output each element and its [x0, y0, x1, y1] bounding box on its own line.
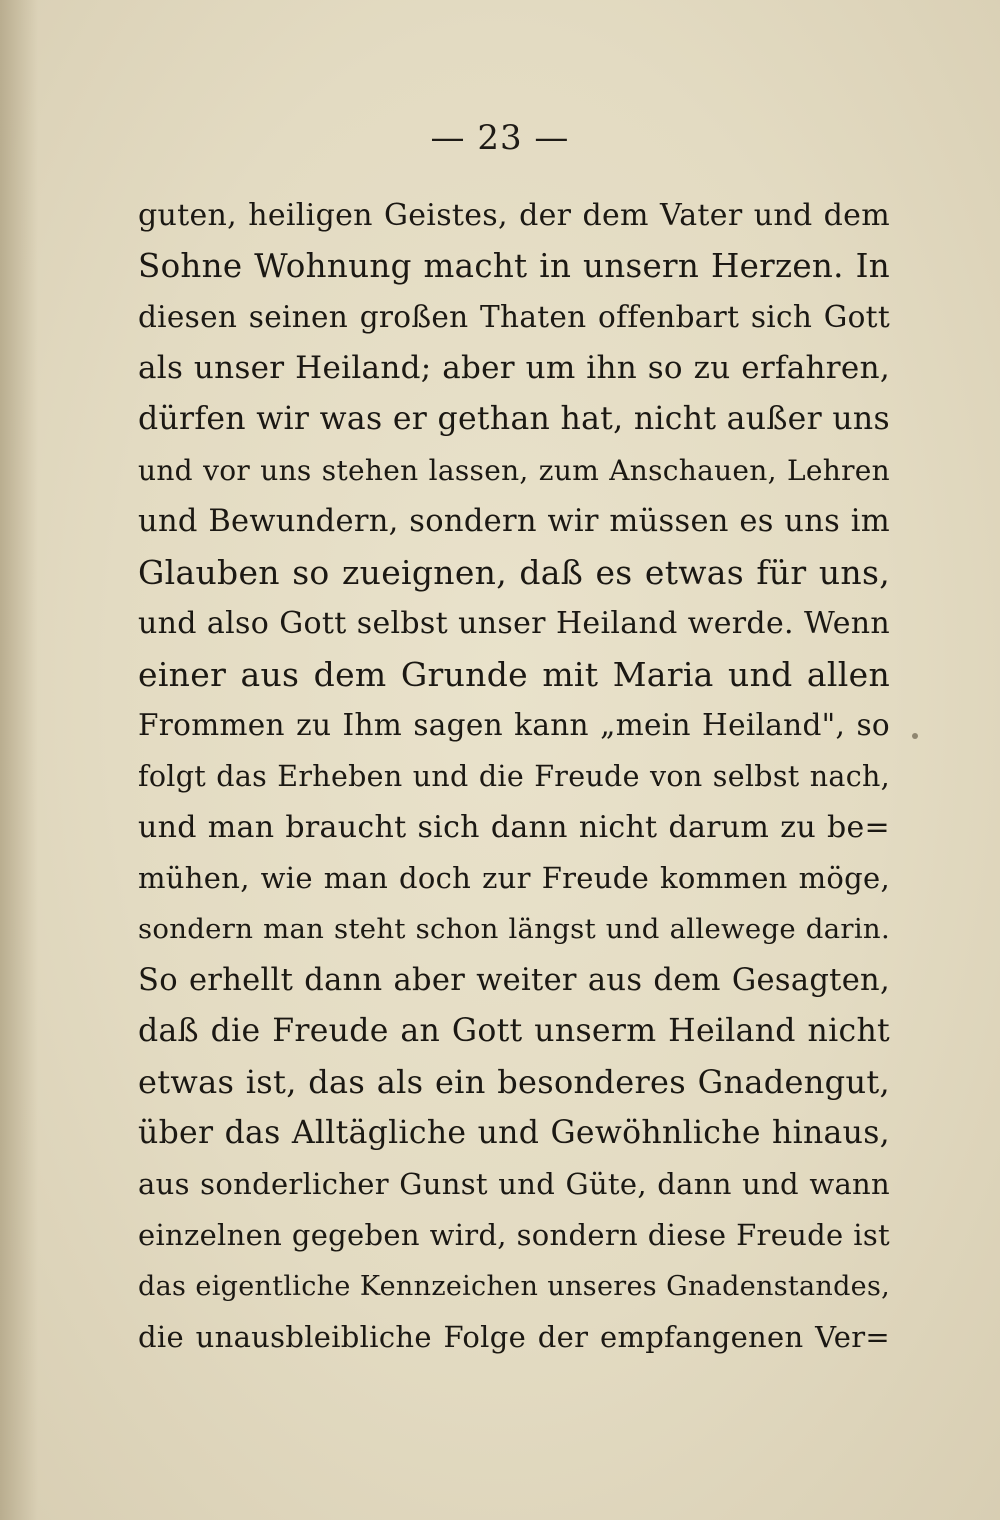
text-line: dürfen wir was er gethan hat, nicht außer uns	[138, 401, 890, 437]
text-line: diesen seinen großen Thaten offenbart sich Gott	[138, 300, 890, 334]
text-line: einer aus dem Grunde mit Maria und allen	[138, 655, 890, 694]
text-line: und man braucht sich dann nicht darum zu be=	[138, 810, 890, 845]
text-line: aus sonderlicher Gunst und Güte, dann und wann	[138, 1167, 890, 1201]
text-line: etwas ist, das als ein besonderes Gnadengut,	[138, 1063, 890, 1101]
text-line: sondern man steht schon längst und allewege darin.	[138, 913, 890, 945]
text-line: über das Alltägliche und Gewöhnliche hinaus,	[138, 1115, 890, 1151]
text-line: einzelnen gegeben wird, sondern diese Freude ist	[138, 1218, 890, 1252]
text-line: guten, heiligen Geistes, der dem Vater und dem	[138, 198, 890, 233]
text-line: So erhellt dann aber weiter aus dem Gesagten,	[138, 963, 890, 998]
paper-speck	[912, 733, 918, 739]
text-line: die unausbleibliche Folge der empfangenen Ver=	[138, 1320, 890, 1354]
text-line: Frommen zu Ihm sagen kann „mein Heiland", so	[138, 708, 890, 742]
page-number-header: — 23 —	[430, 118, 570, 158]
text-line: das eigentliche Kennzeichen unseres Gnadenstandes,	[138, 1271, 890, 1302]
text-line: mühen, wie man doch zur Freude kommen möge,	[138, 861, 890, 895]
text-line: und also Gott selbst unser Heiland werde. Wenn	[138, 606, 890, 641]
text-line: und Bewundern, sondern wir müssen es uns im	[138, 504, 890, 539]
text-line: Sohne Wohnung macht in unsern Herzen. In	[138, 247, 890, 285]
text-line: daß die Freude an Gott unserm Heiland nicht	[138, 1013, 890, 1049]
text-line: folgt das Erheben und die Freude von selbst nach,	[138, 760, 890, 793]
text-line: Glauben so zueignen, daß es etwas für uns,	[138, 553, 890, 592]
page-edge-shadow	[0, 0, 38, 1520]
text-line: als unser Heiland; aber um ihn so zu erfahren,	[138, 350, 890, 386]
text-line: und vor uns stehen lassen, zum Anschauen, Lehren	[138, 454, 890, 487]
body-text	[138, 190, 890, 1363]
